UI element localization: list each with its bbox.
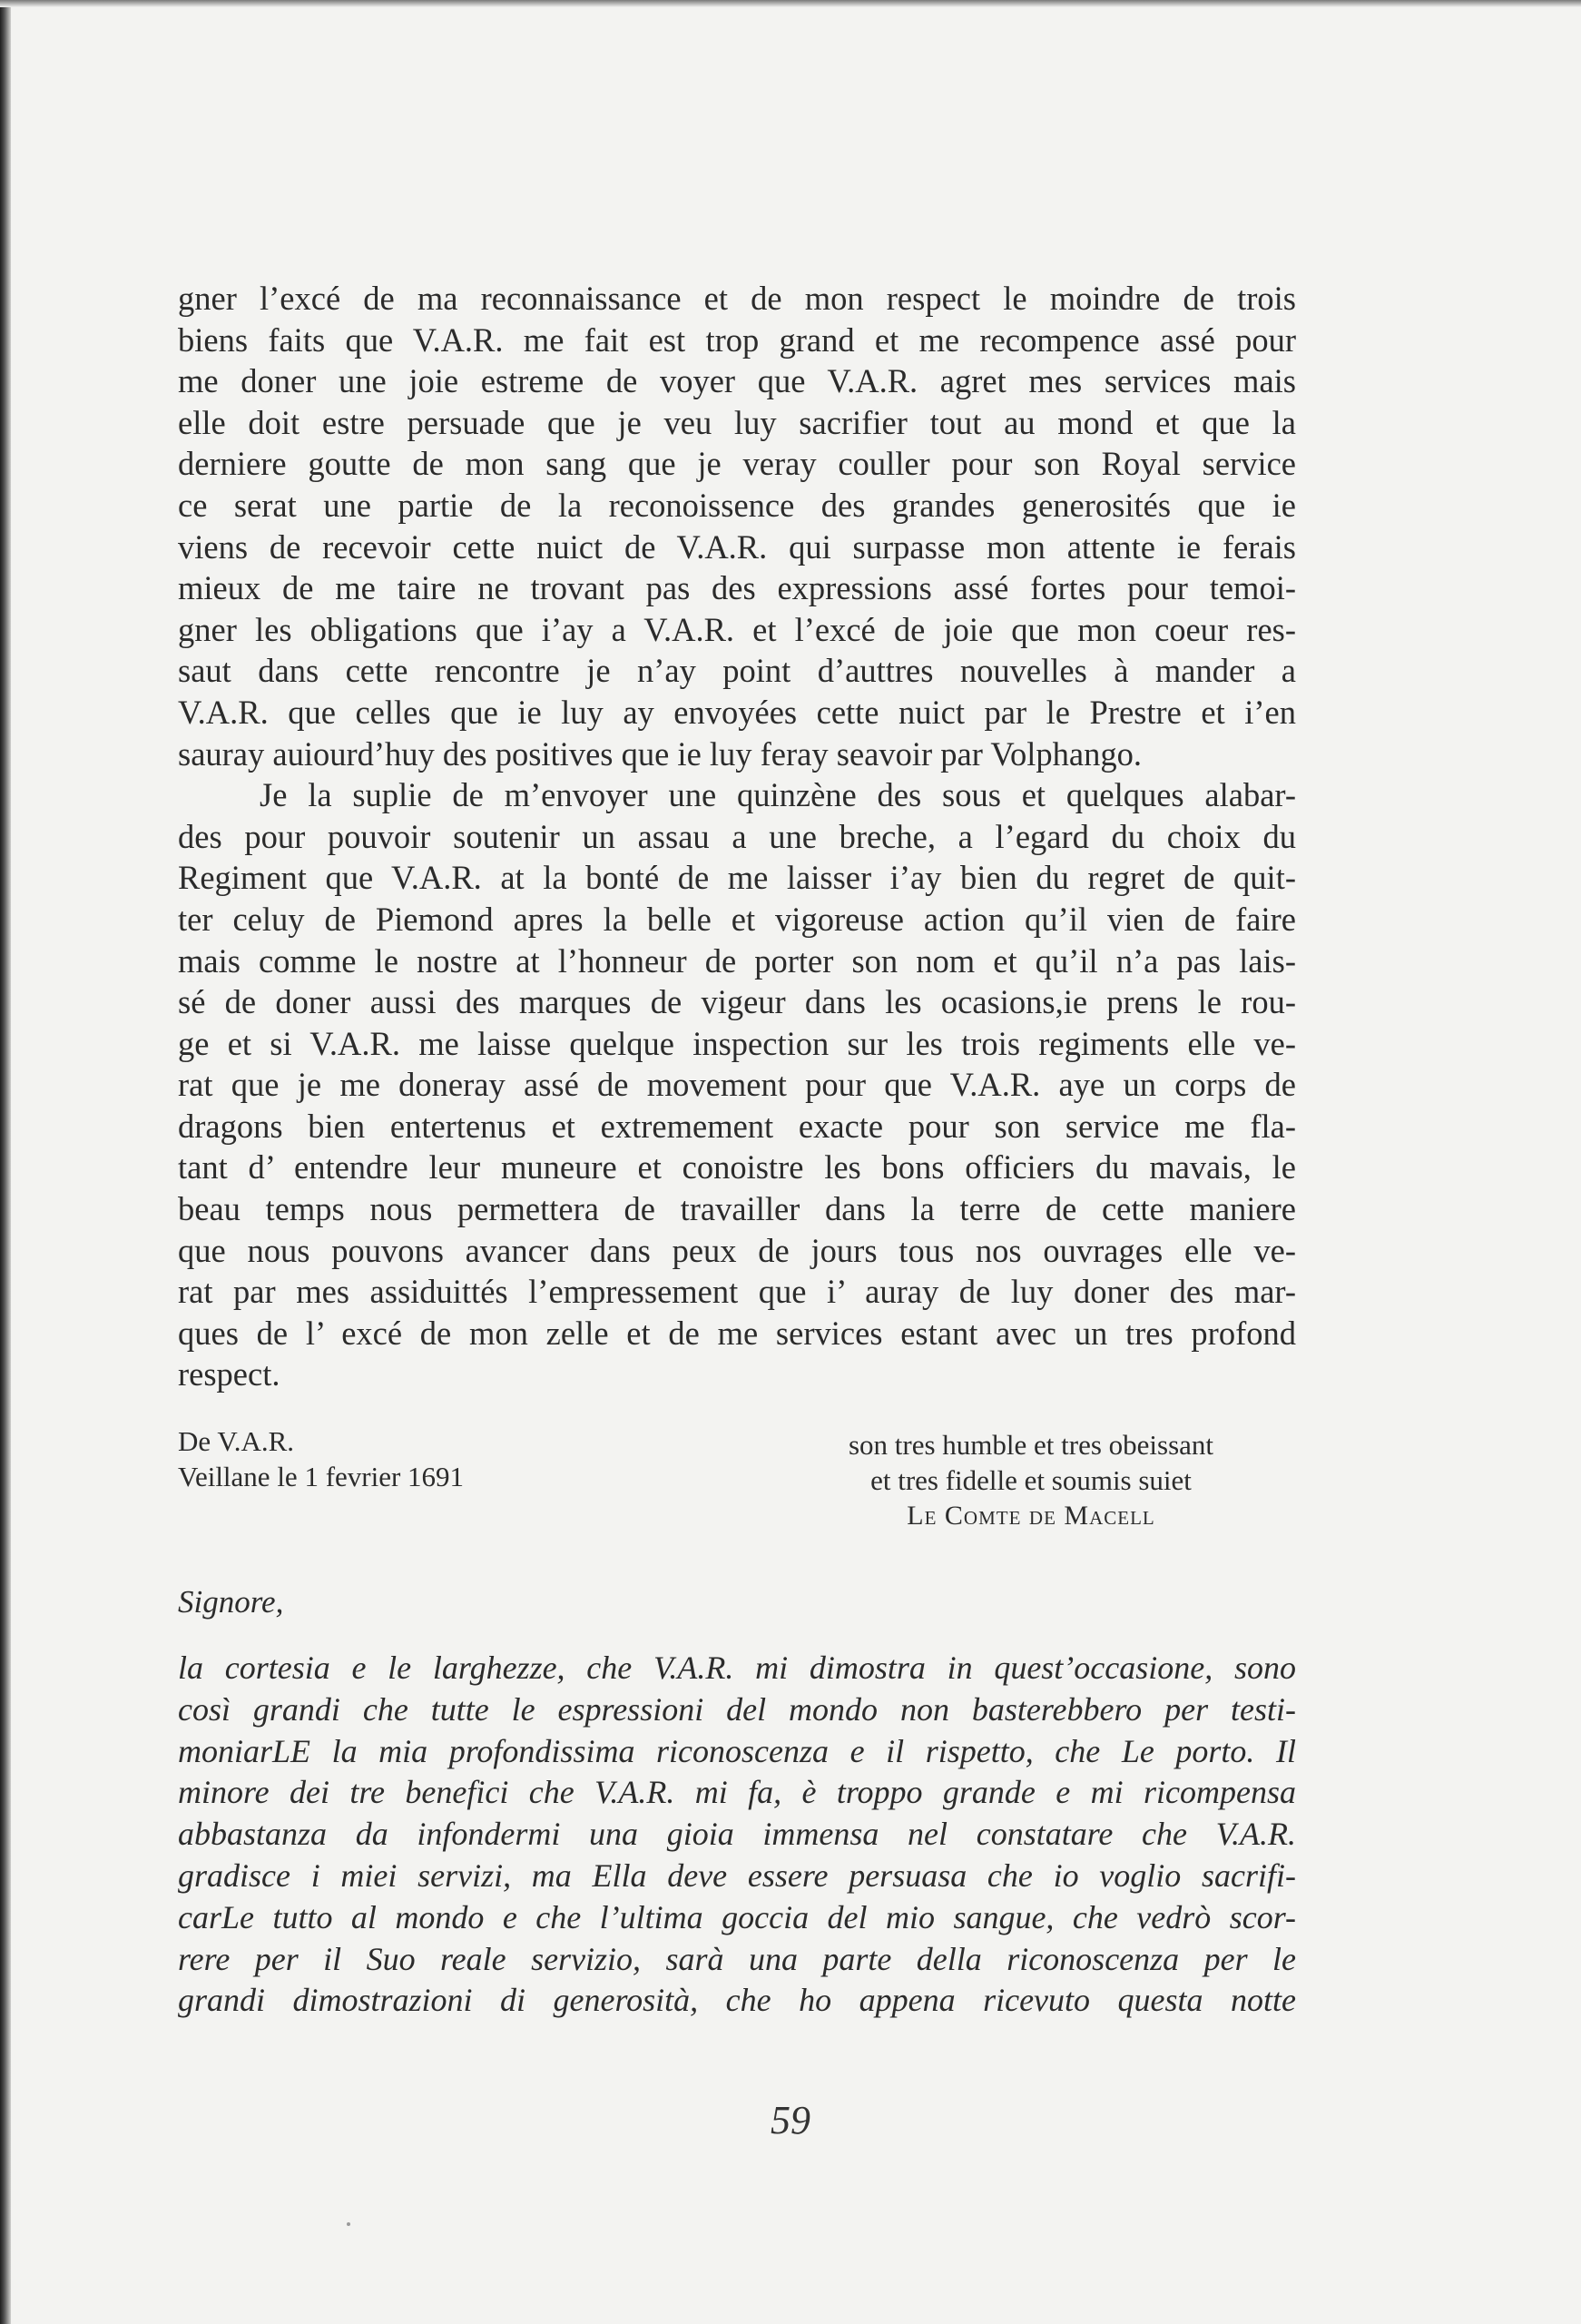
scan-shadow-top [0,0,1581,7]
closing-addressee: De V.A.R. [178,1425,295,1457]
french-line: ques de l’ excé de mon zelle et de me services estant avec un tres profond [178,1314,1296,1352]
french-line: Regiment que V.A.R. at la bonté de me laisser i’ay bien du regret de quit- [178,859,1296,897]
french-line: tant d’ entendre leur muneure et conoistre les bons officiers du mavais, le [178,1148,1296,1187]
italian-salutation: Signore, [178,1584,284,1620]
italian-line: rere per il Suo reale servizio, sarà una parte della riconoscenza per le [178,1940,1296,1977]
french-line: saut dans cette rencontre je n’ay point d’auttres nouvelles à mander a [178,652,1296,690]
french-line: derniere goutte de mon sang que je veray couller pour son Royal service [178,445,1296,483]
signature: Le Comte de Macell [907,1501,1155,1531]
closing-place-date [178,1423,464,1494]
italian-line: carLe tutto al mondo e che l’ultima goccia del mio sangue, che vedrò scor- [178,1898,1296,1935]
french-line: gner l’excé de ma reconnaissance et de mon respect le moindre de trois [178,280,1296,317]
french-line: sé de doner aussi des marques de vigeur dans les ocasions,ie prens le rou- [178,983,1296,1021]
french-line: dragons bien entertenus et extremement exacte pour son service me fla- [178,1107,1296,1145]
italian-line: moniarLE la mia profondissima riconoscenza e il rispetto, che Le porto. Il [178,1732,1296,1769]
french-line: des pour pouvoir soutenir un assau a une breche, a l’egard du choix du [178,817,1296,855]
french-line: mieux de me taire ne trovant pas des expressions assé fortes pour temoi- [178,569,1296,607]
italian-line: minore dei tre benefici che V.A.R. mi fa, è troppo grande e mi ricompensa [178,1774,1296,1811]
closing-formula-line: et tres fidelle et soumis suiet [870,1464,1192,1496]
french-letter-text [178,278,1296,1395]
italian-line: gradisce i miei servizi, ma Ella deve essere persuasa che io voglio sacrifi- [178,1856,1296,1894]
french-line: ter celuy de Piemond apres la belle et vigoreuse action qu’il vien de faire [178,900,1296,938]
french-line: respect. [178,1355,280,1393]
french-paragraph-start: Je la suplie de m’envoyer une quinzène des sous et quelques alabar- [260,776,1296,814]
french-line: ge et si V.A.R. me laisse quelque inspection sur les trois regiments elle ve- [178,1024,1296,1062]
closing-signature-block [777,1427,1285,1533]
scan-speck [347,2222,350,2226]
italian-line: così grandi che tutte le espressioni del mondo non basterebbero per testi- [178,1690,1296,1728]
scan-shadow-left [0,0,11,2324]
french-line: rat que je me doneray assé de movement pour que V.A.R. aye un corps de [178,1066,1296,1104]
french-line: beau temps nous permettera de travailler dans la terre de cette maniere [178,1190,1296,1228]
italian-line: la cortesia e le larghezze, che V.A.R. mi dimostra in quest’occasione, sono [178,1649,1296,1686]
french-line: V.A.R. que celles que ie luy ay envoyées cette nuict par le Prestre et i’en [178,693,1296,731]
italian-line: abbastanza da infondermi una gioia immensa nel constatare che V.A.R. [178,1816,1296,1853]
french-line: que nous pouvons avancer dans peux de jours tous nos ouvrages elle ve- [178,1231,1296,1269]
french-line: gner les obligations que i’ay a V.A.R. et l’excé de joie que mon coeur res- [178,610,1296,648]
page-number: 59 [771,2098,810,2142]
french-line: ce serat une partie de la reconoissence des grandes generosités que ie [178,486,1296,524]
french-line: elle doit estre persuade que je veu luy sacrifier tout au mond et que la [178,403,1296,441]
french-line: biens faits que V.A.R. me fait est trop grand et me recompence assé pour [178,320,1296,359]
closing-place-date-line: Veillane le 1 fevrier 1691 [178,1461,465,1492]
french-line: viens de recevoir cette nuict de V.A.R. qui surpasse mon attente ie ferais [178,527,1296,566]
french-line: sauray auiourd’huy des positives que ie luy feray seavoir par Volphango. [178,734,1142,773]
french-line: rat par mes assiduittés l’empressement que i’ auray de luy doner des mar- [178,1273,1296,1311]
closing-formula-line: son tres humble et tres obeissant [848,1429,1214,1461]
french-line: me doner une joie estreme de voyer que V.A.R. agret mes services mais [178,362,1296,400]
french-line: mais comme le nostre at l’honneur de porter son nom et qu’il n’a pas lais- [178,941,1296,980]
italian-line: grandi dimostrazioni di generosità, che ho appena ricevuto questa notte [178,1982,1296,2019]
italian-translation-text [178,1648,1296,2022]
